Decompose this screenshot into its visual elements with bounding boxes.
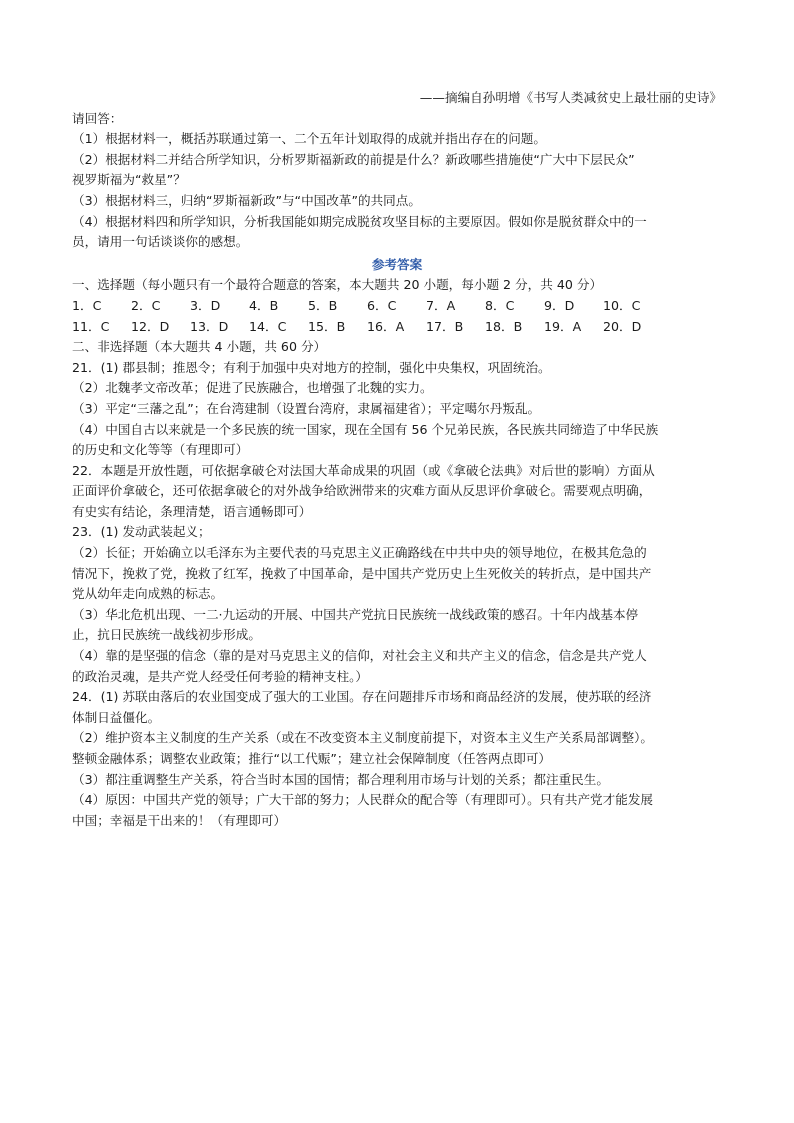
answer-line: 中国；幸福是干出来的！（有理即可） <box>72 812 287 828</box>
question-line: （2）根据材料二并结合所学知识，分析罗斯福新政的前提是什么？新政哪些措施使“广大中下层民众” <box>72 151 635 167</box>
choice-answer: 12．D <box>131 318 170 334</box>
prompt-heading: 请回答： <box>72 110 123 126</box>
choice-answer: 9．D <box>544 297 575 313</box>
answer-line: （4）靠的是坚强的信念（靠的是对马克思主义的信仰，对社会主义和共产主义的信念，信念是共产党人 <box>72 648 647 664</box>
section-essay-heading: 二、非选择题（本大题共 4 小题，共 60 分） <box>72 339 327 355</box>
answer-line: （3）都注重调整生产关系，符合当时本国的国情；都合理利用市场与计划的关系；都注重民生。 <box>72 771 609 787</box>
answer-line: 21．(1) 郡县制；推恩令；有利于加强中央对地方的控制，强化中央集权，巩固统治。 <box>72 359 551 375</box>
choice-answer: 16．A <box>367 318 405 334</box>
choice-answer: 2．C <box>131 297 161 313</box>
answer-line: （2）北魏孝文帝改革；促进了民族融合，也增强了北魏的实力。 <box>72 380 433 396</box>
answer-line: 正面评价拿破仑，还可依据拿破仑的对外战争给欧洲带来的灾难方面从反思评价拿破仑。需要观点明确， <box>72 483 652 499</box>
answer-line: 23．(1) 发动武装起义； <box>72 524 211 540</box>
answer-line: 的历史和文化等等（有理即可） <box>72 442 249 458</box>
question-line: 视罗斯福为“救星”？ <box>72 172 186 188</box>
question-line: 员，请用一句话谈谈你的感想。 <box>72 234 249 250</box>
choice-answer: 11．C <box>72 318 110 334</box>
choice-answer: 20．D <box>603 318 642 334</box>
choice-answer-grid <box>72 296 722 337</box>
choice-answer: 14．C <box>249 318 287 334</box>
document-page <box>72 88 722 831</box>
choice-answer: 15．B <box>308 318 346 334</box>
answer-line: 止，抗日民族统一战线初步形成。 <box>72 627 261 643</box>
answer-line: 整顿金融体系；调整农业政策；推行“以工代赈”；建立社会保障制度（任答两点即可） <box>72 751 552 766</box>
choice-answer: 17．B <box>426 318 464 334</box>
answer-line: 22．本题是开放性题，可依据拿破仑对法国大革命成果的巩固（或《拿破仑法典》对后世的影响）方面从 <box>72 462 655 478</box>
choice-answer: 18．B <box>485 318 523 334</box>
choice-answer: 4．B <box>249 297 279 313</box>
answer-line: 24．(1) 苏联由落后的农业国变成了强大的工业国。存在问题排斥市场和商品经济的发展，使苏联的经济 <box>72 689 652 705</box>
essay-answers <box>72 358 722 832</box>
answer-line: （3）华北危机出现、一二·九运动的开展、中国共产党抗日民族统一战线政策的感召。十年内战基本停 <box>72 606 639 622</box>
answer-line: （4）中国自古以来就是一个多民族的统一国家，现在全国有 56 个兄弟民族，各民族共同缔造了中华民族 <box>72 421 659 437</box>
question-line: （3）根据材料三，归纳“罗斯福新政”与“中国改革”的共同点。 <box>72 192 421 208</box>
choice-answer: 19．A <box>544 318 582 334</box>
question-line: （4）根据材料四和所学知识，分析我国能如期完成脱贫攻坚目标的主要原因。假如你是脱贫群众中的一 <box>72 213 647 229</box>
answer-line: 有史实有结论，条理清楚，语言通畅即可） <box>72 503 312 519</box>
source-citation: ——摘编自孙明增《书写人类减贫史上最壮丽的史诗》 <box>419 90 722 105</box>
question-line: （1）根据材料一，概括苏联通过第一、二个五年计划取得的成就并指出存在的问题。 <box>72 131 546 147</box>
answer-line: 情况下，挽救了党，挽救了红军，挽救了中国革命，是中国共产党历史上生死攸关的转折点，是中国共产 <box>72 565 652 581</box>
answer-line: （3）平定“三藩之乱”；在台湾建制（设置台湾府，隶属福建省）；平定噶尔丹叛乱。 <box>72 400 541 416</box>
choice-answer: 3．D <box>190 297 221 313</box>
question-list <box>72 129 722 253</box>
answer-line: 体制日益僵化。 <box>72 709 161 725</box>
answer-line: （4）原因：中国共产党的领导；广大干部的努力；人民群众的配合等（有理即可）。只有共产党才能发展 <box>72 792 654 808</box>
choice-answer: 5．B <box>308 297 338 313</box>
section-choice-heading: 一、选择题（每小题只有一个最符合题意的答案，本大题共 20 小题，每小题 2 分，共 40 分） <box>72 277 603 293</box>
choice-answer: 7．A <box>426 297 456 313</box>
answer-line: 党从幼年走向成熟的标志。 <box>72 586 224 602</box>
choice-answer: 13．D <box>190 318 229 334</box>
choice-answer: 1．C <box>72 297 102 313</box>
choice-row-2 <box>72 317 722 338</box>
choice-answer: 6．C <box>367 297 397 313</box>
answer-line: （2）长征；开始确立以毛泽东为主要代表的马克思主义正确路线在中共中央的领导地位，在极其危急的 <box>72 545 647 561</box>
choice-answer: 10．C <box>603 297 641 313</box>
choice-row-1 <box>72 296 722 317</box>
answer-line: （2）维护资本主义制度的生产关系（或在不改变资本主义制度前提下，对资本主义生产关系局部调整）。 <box>72 730 654 746</box>
answer-line: 的政治灵魂，是共产党人经受任何考验的精神支柱。） <box>72 668 368 684</box>
answer-title: 参考答案 <box>371 256 423 272</box>
choice-answer: 8．C <box>485 297 515 313</box>
